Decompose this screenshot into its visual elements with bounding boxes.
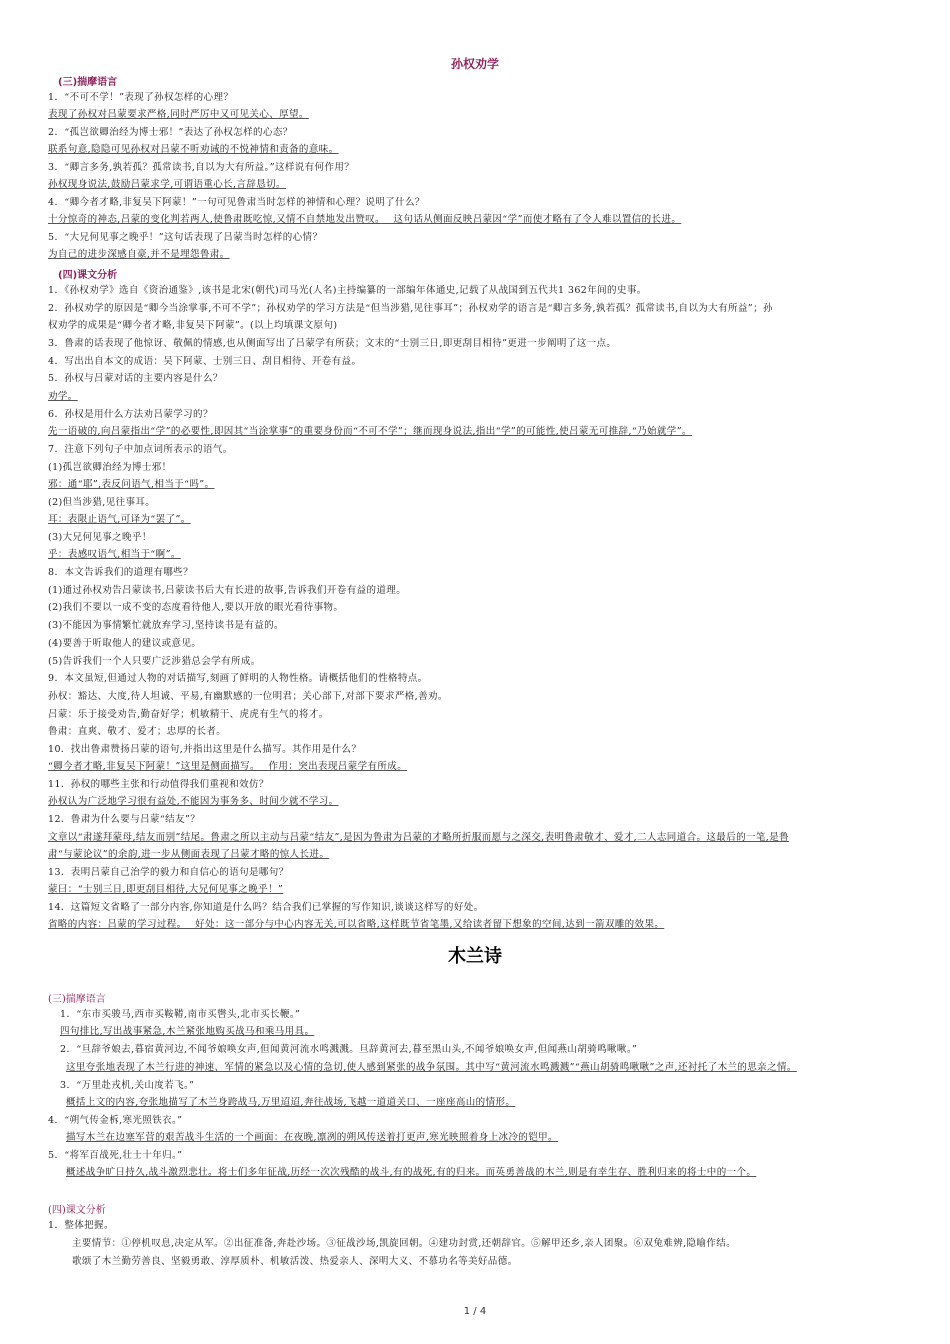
- section-heading: (四)课文分析: [48, 1205, 106, 1216]
- answer: 孙权现身说法,鼓励吕蒙求学,可谓语重心长,言辞恳切。: [48, 179, 286, 190]
- section-heading: (三)揣摩语言: [58, 77, 118, 88]
- question: 6．孙权是用什么方法劝吕蒙学习的？: [48, 409, 213, 420]
- page-number: 1 / 4: [463, 1306, 487, 1317]
- text-line: 孙权：豁达、大度,待人坦诚、平易,有幽默感的一位明君；关心部下,对部下要求严格,善劝。: [48, 691, 448, 702]
- question: 5．“大兄何见事之晚乎！”这句话表现了吕蒙当时怎样的心情？: [48, 232, 323, 243]
- answer: 耳：表限止语气,可译为“罢了”。: [48, 514, 191, 525]
- answer: 联系句意,隐隐可见孙权对吕蒙不听劝诫的不悦神情和责备的意味。: [48, 144, 339, 155]
- question: 3．“卿言多务,孰若孤？孤常读书,自以为大有所益。”这样说有何作用？: [48, 162, 355, 173]
- title-sun-quan: 孙权劝学: [450, 57, 499, 71]
- text-line: (2)我们不要以一成不变的态度看待他人,要以开放的眼光看待事物。: [48, 602, 344, 613]
- answer: 描写木兰在边塞军营的艰苦战斗生活的一个画面：在夜晚,凛冽的朔风传送着打更声,寒光映照着身上冰冷的铠甲。: [66, 1132, 558, 1143]
- question: 2．“孤岂欲卿治经为博士邪！”表达了孙权怎样的心态？: [48, 127, 293, 138]
- answer: 这里夸张地表现了木兰行进的神速、军情的紧急以及心情的急切,使人感到紧张的战争氛围。其中写“黄河流水鸣溅溅”“燕山胡骑鸣啾啾”之声,还衬托了木兰的思亲之情。: [66, 1062, 797, 1073]
- answer: 肃“与蒙论议”的余韵,进一步从侧面表现了吕蒙才略的惊人长进。: [48, 849, 330, 860]
- answer: 孙权认为广泛地学习很有益处,不能因为事务多、时间少就不学习。: [48, 796, 339, 807]
- text-line: 3．鲁肃的话表现了他惊讶、敬佩的情感,也从侧面写出了吕蒙学有所获；文末的“士别三日,即更刮目相待”更进一步阐明了这一点。: [48, 338, 617, 349]
- answer: 为自己的进步深感自豪,并不是埋怨鲁肃。: [48, 249, 230, 260]
- text-line: 歌颂了木兰勤劳善良、坚毅勇敢、淳厚质朴、机敏活泼、热爱亲人、深明大义、不慕功名等美好品德。: [72, 1256, 518, 1267]
- text-line: 主要情节：①停机叹息,决定从军。②出征准备,奔赴沙场。③征战沙场,凯旋回朝。④建功封赏,还朝辞官。⑤解甲还乡,亲人团聚。⑥双兔难辨,隐喻作结。: [72, 1238, 737, 1249]
- answer: 劝学。: [48, 391, 78, 402]
- text-line: (2)但当涉猎,见往事耳。: [48, 497, 156, 508]
- question: 12．鲁肃为什么要与吕蒙“结友”？: [48, 814, 201, 825]
- title-mulan: 木兰诗: [448, 946, 502, 967]
- question: 4．“卿今者才略,非复吴下阿蒙！”一句可见鲁肃当时怎样的神情和心理？说明了什么？: [48, 197, 425, 208]
- answer: 表现了孙权对吕蒙要求严格,同时严厉中又可见关心、厚望。: [48, 109, 309, 120]
- answer: 乎：表感叹语气,相当于“啊”。: [48, 549, 181, 560]
- answer: 概括上文的内容,夸张地描写了木兰身跨战马,万里迢迢,奔往战场,飞越一道道关口、一座座高山的情形。: [66, 1097, 516, 1108]
- text-line: 1．整体把握。: [48, 1220, 114, 1231]
- text-line: 鲁肃：直爽、敬才、爱才；忠厚的长者。: [48, 726, 227, 737]
- question: 10．找出鲁肃赞扬吕蒙的语句,并指出这里是什么描写。其作用是什么？: [48, 744, 362, 755]
- question: 2．“旦辞爷娘去,暮宿黄河边,不闻爷娘唤女声,但闻黄河流水鸣溅溅。旦辞黄河去,暮至黑山头,不闻爷娘唤女声,但闻燕山胡骑鸣啾啾。”: [60, 1044, 638, 1055]
- text-line: 4．写出出自本文的成语：吴下阿蒙、士别三日、刮目相待、开卷有益。: [48, 356, 362, 367]
- question: 14．这篇短文省略了一部分内容,你知道是什么吗？结合我们已掌握的写作知识,谈谈这样写的好处。: [48, 902, 484, 913]
- answer: 蒙曰：“士别三日,即更刮目相待,大兄何见事之晚乎！”: [48, 884, 284, 895]
- question: 13．表明吕蒙自己治学的毅力和自信心的语句是哪句？: [48, 867, 289, 878]
- answer: 十分惊奇的神态,吕蒙的变化判若两人,使鲁肃既吃惊,又情不自禁地发出赞叹。 这句话从侧面反映吕蒙因“学”而使才略有了令人难以置信的长进。: [48, 214, 682, 225]
- answer: 邪：通“耶”,表反问语气,相当于“吗”。: [48, 479, 215, 490]
- question: 11．孙权的哪些主张和行动值得我们重视和效仿？: [48, 779, 269, 790]
- question: 5．“将军百战死,壮士十年归。”: [48, 1150, 183, 1161]
- answer: 四句排比,写出战事紧急,木兰紧张地购买战马和乘马用具。: [60, 1026, 315, 1037]
- answer: “卿今者才略,非复吴下阿蒙！”这里是侧面描写。 作用：突出表现吕蒙学有所成。: [48, 761, 408, 772]
- text-line: (4)要善于听取他人的建议或意见。: [48, 638, 202, 649]
- text-line: 1．《孙权劝学》选自《资治通鉴》,该书是北宋(朝代)司马光(人名)主持编纂的一部编年体通史,记载了从战国到五代共1 362年间的史事。: [48, 285, 647, 296]
- question: 3．“万里赴戎机,关山度若飞。”: [60, 1080, 195, 1091]
- question: 1．“不可不学！”表现了孙权怎样的心理？: [48, 92, 234, 103]
- section-heading: (三)揣摩语言: [48, 994, 106, 1005]
- question: 4．“朔气传金柝,寒光照铁衣。”: [48, 1115, 183, 1126]
- question: 7．注意下列句子中加点词所表示的语气。: [48, 444, 233, 455]
- answer: 概述战争旷日持久,战斗激烈悲壮。将士们多年征战,历经一次次残酷的战斗,有的战死,有的归来。而英勇善战的木兰,则是有幸生存、胜利归来的将士中的一个。: [66, 1167, 757, 1178]
- text-line: 权劝学的成果是“卿今者才略,非复吴下阿蒙”。(以上均填课文原句): [48, 320, 338, 331]
- text-line: (5)告诉我们一个人只要广泛涉猎总会学有所成。: [48, 656, 261, 667]
- answer: 文章以“肃遂拜蒙母,结友而别”结尾。鲁肃之所以主动与吕蒙“结友”,是因为鲁肃为吕蒙的才略所折服而愿与之深交,表明鲁肃敬才、爱才,二人志同道合。这最后的一笔,是鲁: [48, 832, 790, 843]
- text-line: (1)孤岂欲卿治经为博士邪！: [48, 462, 172, 473]
- text-line: (3)大兄何见事之晚乎！: [48, 532, 152, 543]
- question: 5．孙权与吕蒙对话的主要内容是什么？: [48, 373, 223, 384]
- question: 9．本文虽短,但通过人物的对话描写,刻画了鲜明的人物性格。请概括他们的性格特点。: [48, 673, 428, 684]
- section-heading: (四)课文分析: [58, 270, 118, 281]
- text-line: 2．孙权劝学的原因是“卿今当涂掌事,不可不学”；孙权劝学的学习方法是“但当涉猎,见往事耳”；孙权劝学的语言是“卿言多务,孰若孤？孤常读书,自以为大有所益”；孙: [48, 303, 773, 314]
- text-line: (3)不能因为事情繁忙就放弃学习,坚持读书是有益的。: [48, 620, 284, 631]
- text-line: 吕蒙：乐于接受劝告,勤奋好学；机敏精干、虎虎有生气的将才。: [48, 709, 329, 720]
- answer: 先一语破的,向吕蒙指出“学”的必要性,即因其“当涂掌事”的重要身份而“不可不学”；继而现身说法,指出“学”的可能性,使吕蒙无可推辞,“乃始就学”。: [48, 426, 692, 437]
- answer: 省略的内容：吕蒙的学习过程。 好处：这一部分与中心内容无关,可以省略,这样既节省笔墨,又给读者留下想象的空间,达到一箭双雕的效果。: [48, 919, 665, 930]
- question: 8．本文告诉我们的道理有哪些？: [48, 567, 194, 578]
- question: 1．“东市买骏马,西市买鞍鞯,南市买辔头,北市买长鞭。”: [60, 1009, 301, 1020]
- text-line: (1)通过孙权劝告吕蒙读书,吕蒙读书后大有长进的故事,告诉我们开卷有益的道理。: [48, 585, 407, 596]
